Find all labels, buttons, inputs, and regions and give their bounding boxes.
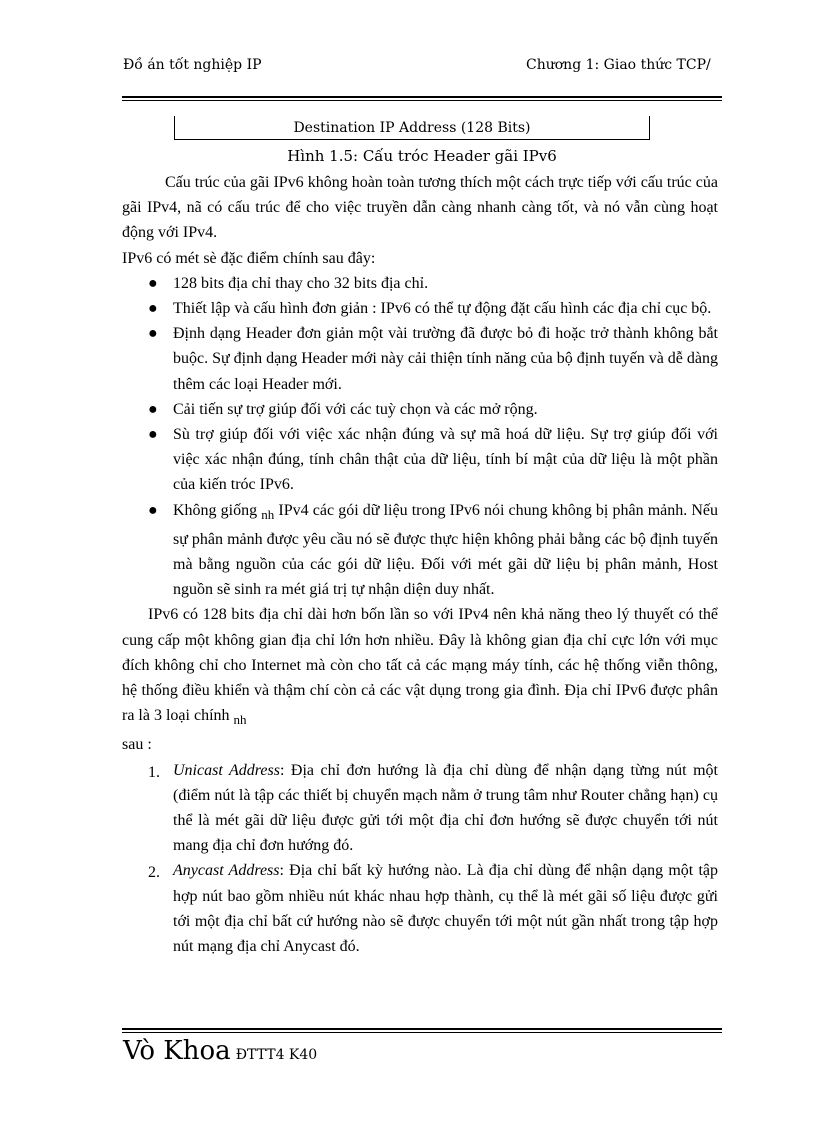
footer-rule-thin (122, 1032, 722, 1033)
paragraph-address-space-text: IPv6 có 128 bits địa chỉ dài hơn bốn lần so với IPv4 nên khả năng theo lý thuyết có thể cung cấp một không gian địa chỉ lớn hơn nhiều. Đây là không gian địa chỉ cực lớn với mục đích không chỉ cho Internet mà còn cho tất cả các mạng máy tính, các hệ thống viễn thông, hệ thống điều khiển và thậm chí còn cả các vật dụng trong gia đình. Địa chỉ IPv6 được phân ra là 3 loại chính (122, 606, 718, 725)
header-rule-thin (122, 100, 722, 101)
bullet-icon: ● (148, 426, 158, 444)
feature-item (122, 422, 718, 498)
destination-address-label: Destination IP Address (128 Bits) (293, 120, 531, 136)
address-type-term: Unicast Address (173, 761, 280, 779)
feature-item (122, 296, 718, 321)
subscript-fragment: nh (233, 712, 247, 728)
bullet-icon: ● (148, 400, 158, 418)
feature-item-text-b: IPv4 các gói dữ liệu trong IPv6 nói chung không bị phân mảnh. Nếu sự phân mảnh được yêu cầu nó sẽ được thực hiện không phải bằng các bộ định tuyến mà bằng nguồn của các gói dữ liệu. Đối với mét gãi dữ liệu bị phân mảnh, Host nguồn sẽ sinh ra mét giá trị tự nhận diện duy nhất. (173, 501, 719, 599)
address-type-description: : Địa chỉ bất kỳ hướng nào. Là địa chỉ dùng để nhận dạng một tập hợp nút bao gồm nhiều nút khác nhau hợp thành, cụ thể là mét gãi số liệu được gửi tới một địa chỉ bất cứ hướng nào sẽ được chuyển tới một nút gần nhất trong tập hợp nút mạng địa chỉ Anycast đó. (173, 862, 718, 956)
bullet-icon: ● (148, 501, 158, 519)
destination-address-field-box (174, 116, 650, 140)
address-type-item (122, 758, 718, 859)
paragraph-intro: Cấu trúc của gãi IPv6 không hoàn toàn tương thích một cách trực tiếp với cấu trúc của gãi IPv4, nã có cấu trúc để cho việc truyền dẫn càng nhanh càng tốt, và nó vẫn cùng hoạt động với IPv4. (122, 174, 718, 242)
feature-item-text: Sù trợ giúp đối với việc xác nhận đúng và sự mã hoá dữ liệu. Sự trợ giúp đối với việc xác nhận đúng, tính chân thật của dữ liệu, tính bí mật của dữ liệu là một phần của kiến tróc IPv6. (173, 426, 718, 494)
feature-item-text: Cải tiến sự trợ giúp đối với các tuỳ chọn và các mở rộng. (173, 400, 538, 418)
author-class: ĐTTT4 K40 (235, 1047, 318, 1063)
feature-item (122, 321, 718, 397)
feature-item-text: Định dạng Header đơn giản một vài trường đã được bỏ đi hoặc trở thành không bắt buộc. Sự định dạng Header mới này cải thiện tính năng của bộ định tuyến và dễ dàng thêm các loại Header mới. (173, 325, 718, 393)
feature-item-text-a: Không giống (173, 501, 258, 519)
address-type-list (122, 758, 718, 960)
author-name: Vò Khoa (123, 1036, 231, 1066)
feature-list (122, 271, 718, 603)
paragraph-address-space (122, 602, 718, 757)
feature-item (122, 498, 718, 603)
paragraph-features-heading: IPv6 có mét sè đặc điểm chính sau đây: (122, 249, 376, 267)
header-left-title: Đồ án tốt nghiệp IP (123, 57, 262, 73)
address-type-term: Anycast Address (173, 862, 280, 880)
paragraph-address-space-end: sau : (122, 736, 152, 754)
list-number: 1. (148, 763, 160, 781)
feature-item-text: 128 bits địa chỉ thay cho 32 bits địa chỉ. (173, 274, 429, 292)
subscript-fragment: nh (261, 506, 275, 522)
header-rule-thick (122, 96, 722, 98)
address-type-description: : Địa chỉ đơn hướng là địa chỉ dùng để nhận dạng từng nút một (điểm nút là tập các thiết bị chuyển mạch nằm ở trung tâm như Router chẳng hạn) cụ thể là mét gãi dữ liệu được gửi tới một địa chỉ đơn hướng sẽ được chuyển tới nút mang địa chỉ đơn hướng đó. (173, 761, 718, 855)
list-number: 2. (148, 864, 160, 882)
header-right-chapter: Chương 1: Giao thức TCP/ (526, 57, 711, 73)
body-text (122, 170, 718, 959)
address-type-item (122, 858, 718, 959)
figure-caption: Hình 1.5: Cấu tróc Header gãi IPv6 (287, 147, 557, 165)
feature-item (122, 397, 718, 422)
bullet-icon: ● (148, 325, 158, 343)
footer-rule-thick (122, 1028, 722, 1030)
bullet-icon: ● (148, 274, 158, 292)
feature-item (122, 271, 718, 296)
footer (123, 1036, 317, 1066)
feature-item-text: Thiết lập và cấu hình đơn giản : IPv6 có thể tự động đặt cấu hình các địa chỉ cục bộ. (173, 300, 712, 318)
bullet-icon: ● (148, 300, 158, 318)
